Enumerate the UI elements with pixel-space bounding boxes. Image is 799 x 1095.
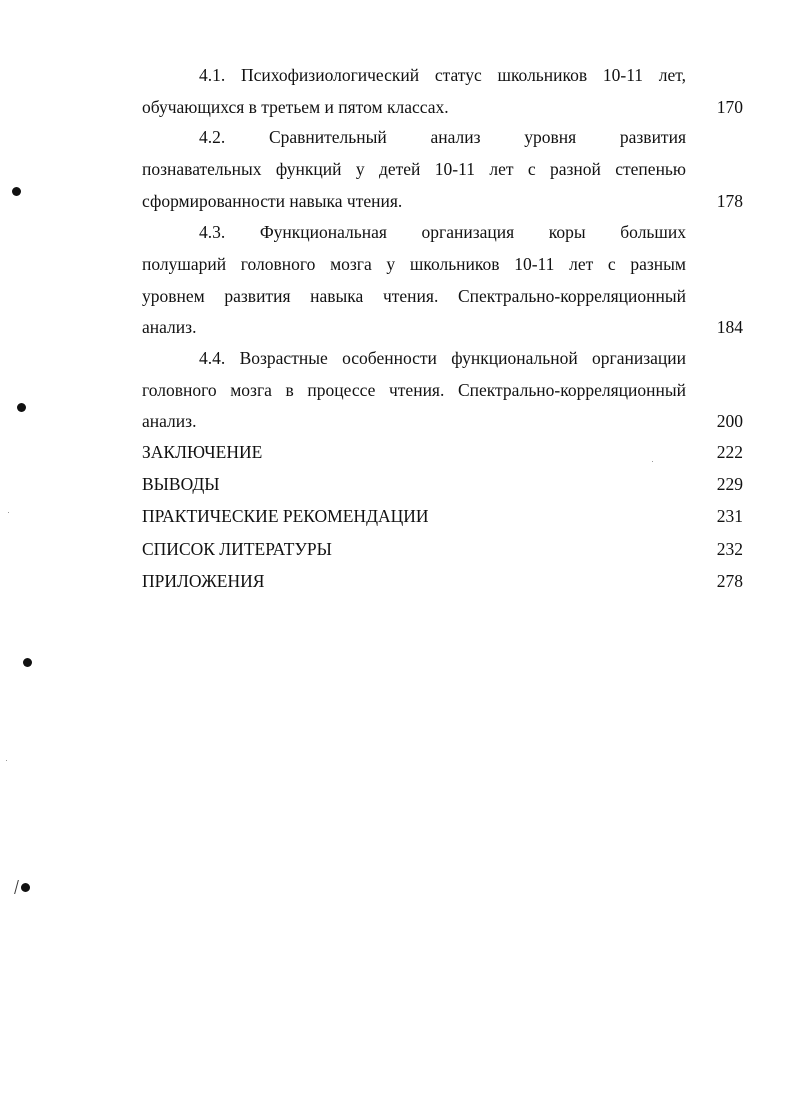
toc-4-4-line-3: анализ. — [142, 411, 197, 431]
toc-4-2-page: 178 — [716, 191, 743, 211]
toc-conclusion-page: 222 — [716, 442, 743, 462]
toc-4-2-line-3: сформированности навыка чтения. — [142, 191, 403, 211]
toc-4-4-line-2: головного мозга в процессе чтения. Спектрально-корреляционный — [142, 380, 686, 400]
toc-appendices: ПРИЛОЖЕНИЯ — [142, 571, 265, 591]
toc-4-3-line-3: уровнем развития навыка чтения. Спектрально-корреляционный — [142, 286, 686, 306]
scan-speck — [6, 760, 7, 761]
scan-speck — [652, 461, 653, 462]
toc-conclusion: ЗАКЛЮЧЕНИЕ — [142, 442, 263, 462]
punch-hole-mark — [17, 403, 26, 412]
toc-recommendations-page: 231 — [716, 506, 743, 526]
toc-references: СПИСОК ЛИТЕРАТУРЫ — [142, 539, 332, 559]
toc-4-1-page: 170 — [716, 97, 743, 117]
toc-4-3-page: 184 — [716, 317, 743, 337]
toc-recommendations: ПРАКТИЧЕСКИЕ РЕКОМЕНДАЦИИ — [142, 506, 429, 526]
toc-4-3-line-1: 4.3. Функциональная организация коры больших — [199, 222, 686, 242]
toc-4-1-line-2: обучающихся в третьем и пятом классах. — [142, 97, 449, 117]
toc-findings: ВЫВОДЫ — [142, 474, 220, 494]
punch-hole-mark — [23, 658, 32, 667]
toc-appendices-page: 278 — [716, 571, 743, 591]
scan-speck — [8, 512, 9, 513]
toc-findings-page: 229 — [716, 474, 743, 494]
toc-4-3-line-4: анализ. — [142, 317, 197, 337]
toc-4-4-line-1: 4.4. Возрастные особенности функциональной организации — [199, 348, 686, 368]
toc-4-3-line-2: полушарий головного мозга у школьников 10-11 лет с разным — [142, 254, 686, 274]
toc-4-2-line-1: 4.2. Сравнительный анализ уровня развития — [199, 127, 686, 147]
punch-hole-mark — [21, 883, 30, 892]
punch-hole-mark — [12, 187, 21, 196]
toc-4-2-line-2: познавательных функций у детей 10-11 лет с разной степенью — [142, 159, 686, 179]
toc-references-page: 232 — [716, 539, 743, 559]
toc-4-1-line-1: 4.1. Психофизиологический статус школьников 10-11 лет, — [199, 65, 686, 85]
toc-4-4-page: 200 — [716, 411, 743, 431]
